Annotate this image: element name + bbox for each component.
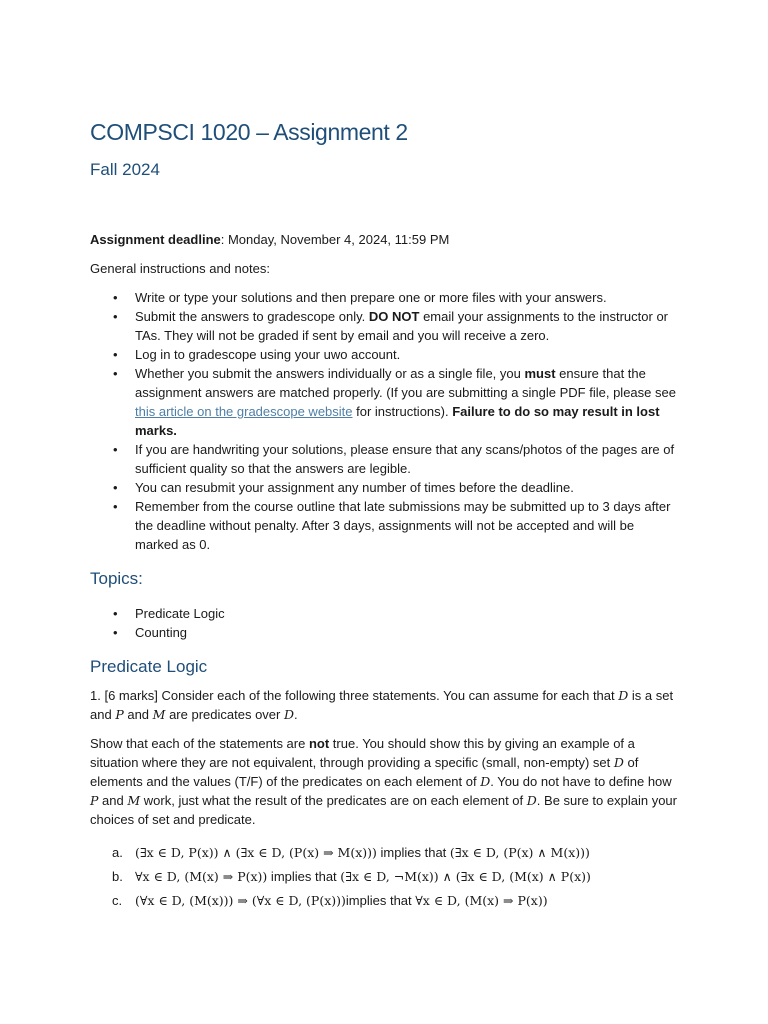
- deadline-line: [90, 230, 680, 249]
- instructions-intro: General instructions and notes:: [90, 261, 270, 276]
- not-emphasis: not: [308, 736, 330, 751]
- topics-list: [90, 604, 680, 642]
- formula-right: ∀x ∈ D, (M(x) ⇒ P(x)): [415, 893, 548, 908]
- formula-left: (∀x ∈ D, (M(x))) ⇒ (∀x ∈ D, (P(x))): [135, 893, 346, 908]
- topics-heading: Topics:: [90, 569, 143, 588]
- document-body: [90, 112, 680, 913]
- formula-right: (∃x ∈ D, (P(x) ∧ M(x))): [449, 845, 590, 860]
- gradescope-article-link[interactable]: this article on the gradescope website: [135, 404, 353, 419]
- formula-left: ∀x ∈ D, (M(x) ⇒ P(x)): [135, 869, 268, 884]
- must-emphasis: must: [524, 366, 556, 381]
- question-1-instructions: Show that each of the statements are not true. You should show this by giving an example of a situation where they are not equivalent, through providing a specific (small, non-empty) set D of elements and the values (T/F) of the predicates on each element of D. You do not have to define how P and M work, just what the result of the predicates are on each element of D. Be sure to explain your choices of set and predicate.: [90, 736, 677, 827]
- deadline-label: Assignment deadline: [90, 232, 221, 247]
- sub-question-b: b. ∀x ∈ D, (M(x) ⇒ P(x)) implies that (∃x ∈ D, ¬M(x)) ∧ (∃x ∈ D, (M(x) ∧ P(x)): [112, 869, 591, 884]
- lost-marks-warning: Failure to do so may result in lost marks.: [135, 404, 660, 438]
- term-subtitle: Fall 2024: [90, 160, 160, 179]
- do-not-emphasis: DO NOT: [368, 309, 420, 324]
- sub-questions: [90, 841, 680, 913]
- sub-question-a: a. (∃x ∈ D, P(x)) ∧ (∃x ∈ D, (P(x) ⇒ M(x))) implies that (∃x ∈ D, (P(x) ∧ M(x))): [112, 845, 590, 860]
- list-item: • You can resubmit your assignment any number of times before the deadline.: [90, 478, 680, 497]
- list-item: • Remember from the course outline that late submissions may be submitted up to 3 days after the deadline without penalty. After 3 days, assignments will not be accepted and will be marked as 0.: [90, 497, 680, 554]
- list-item: • Submit the answers to gradescope only. DO NOT email your assignments to the instructor or TAs. They will not be graded if sent by email and you will receive a zero.: [90, 307, 680, 345]
- section-heading: Predicate Logic: [90, 657, 208, 676]
- question-1-intro: 1. [6 marks] Consider each of the following three statements. You can assume for each that D is a set and P and M are predicates over D.: [90, 688, 674, 722]
- deadline-value: : Monday, November 4, 2024, 11:59 PM: [220, 232, 450, 247]
- sub-question-c: c. (∀x ∈ D, (M(x))) ⇒ (∀x ∈ D, (P(x)))implies that ∀x ∈ D, (M(x) ⇒ P(x)): [112, 893, 548, 908]
- list-item: • Write or type your solutions and then prepare one or more files with your answers.: [90, 288, 680, 307]
- page-title: COMPSCI 1020 – Assignment 2: [90, 119, 408, 145]
- topic-item: • Predicate Logic: [90, 604, 680, 623]
- formula-left: (∃x ∈ D, P(x)) ∧ (∃x ∈ D, (P(x) ⇒ M(x))): [135, 845, 377, 860]
- list-item: • Whether you submit the answers individually or as a single file, you must ensure that the assignment answers are matched properly. (If you are submitting a single PDF file, please see this article on the gradescope website for instructions). Failure to do so may result in lost marks.: [90, 364, 680, 440]
- list-item: • Log in to gradescope using your uwo account.: [90, 345, 680, 364]
- formula-right: (∃x ∈ D, ¬M(x)) ∧ (∃x ∈ D, (M(x) ∧ P(x)): [340, 869, 591, 884]
- instructions-list: [90, 288, 680, 554]
- topic-item: • Counting: [90, 623, 680, 642]
- list-item: • If you are handwriting your solutions, please ensure that any scans/photos of the pages are of sufficient quality so that the answers are legible.: [90, 440, 680, 478]
